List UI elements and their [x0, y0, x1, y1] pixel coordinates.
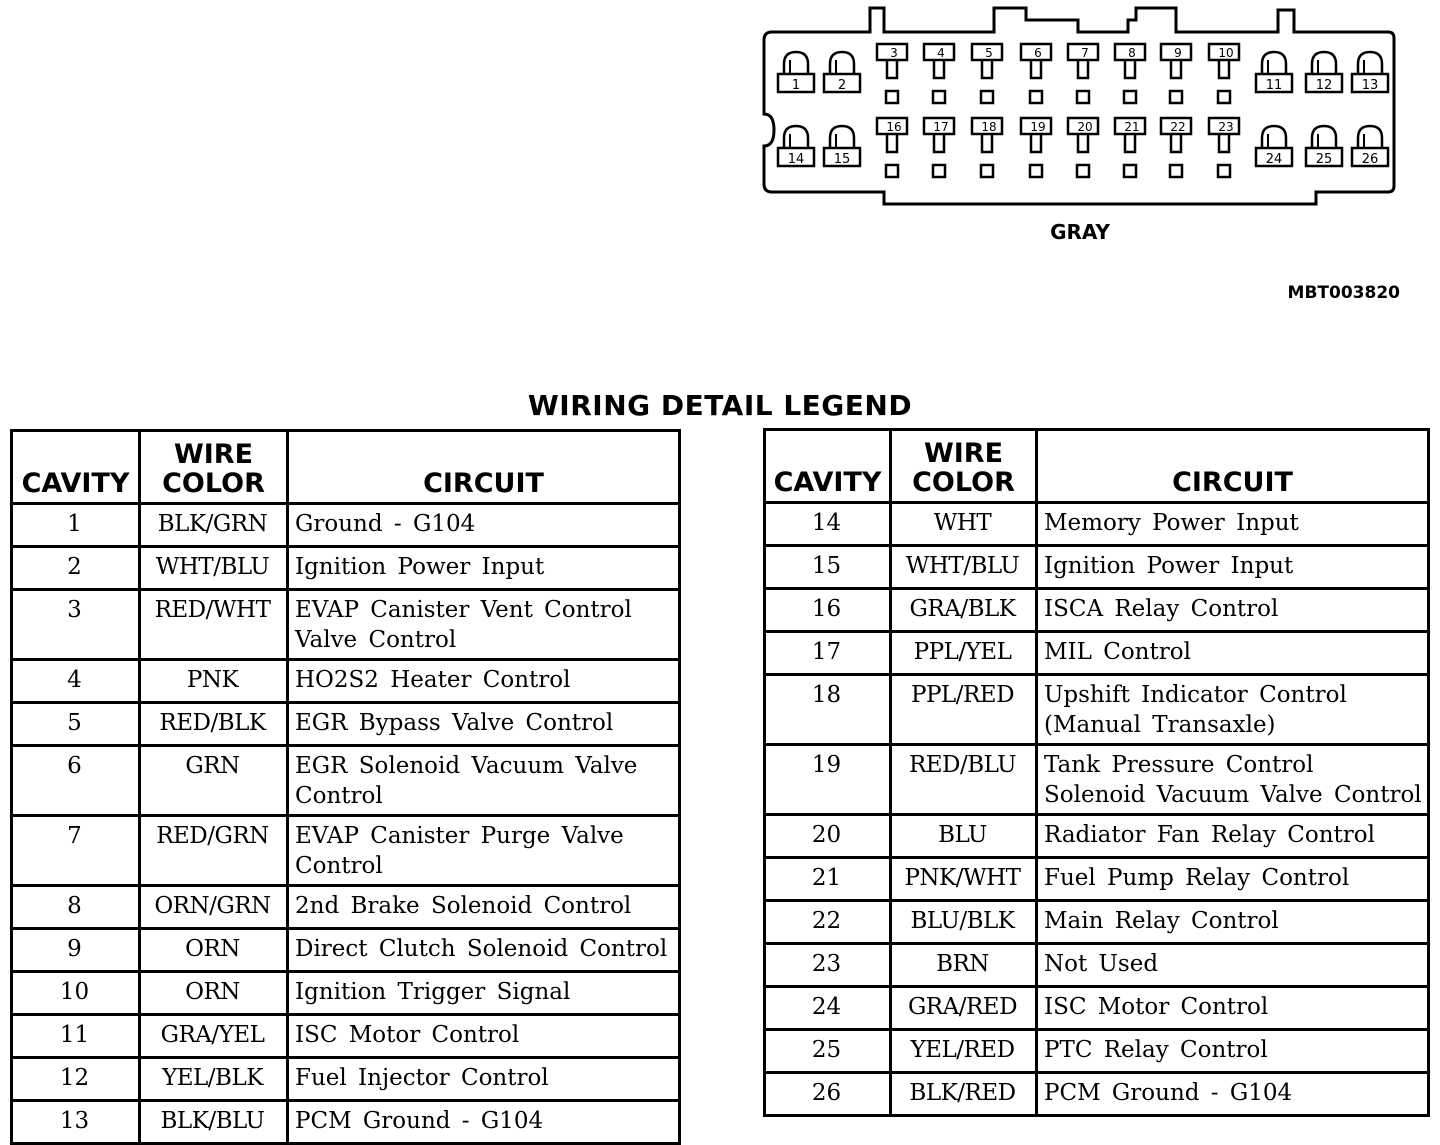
- pin-number: 13: [1361, 78, 1379, 93]
- table-row: [12, 547, 680, 590]
- pin-number: 12: [1315, 78, 1333, 93]
- wiring-legend-table-right: [763, 428, 1430, 1117]
- table-row: [12, 1058, 680, 1101]
- wire-color-cell: ORN: [140, 972, 288, 1015]
- cavity-cell: 17: [765, 632, 891, 675]
- header-wire-color: [891, 430, 1037, 503]
- wire-color-cell: BLK/GRN: [140, 504, 288, 547]
- pin-number: 11: [1265, 78, 1283, 93]
- connector-pin: [972, 44, 1002, 103]
- circuit-cell: EVAP Canister Vent Control Valve Control: [288, 590, 680, 660]
- connector-pin: [1161, 118, 1191, 177]
- cavity-cell: 22: [765, 901, 891, 944]
- cavity-cell: 8: [12, 886, 140, 929]
- legend-title: WIRING DETAIL LEGEND: [527, 389, 913, 422]
- cavity-cell: 18: [765, 675, 891, 745]
- pin-number: 18: [981, 120, 997, 134]
- circuit-cell: HO2S2 Heater Control: [288, 660, 680, 703]
- connector-pin: [1352, 52, 1388, 93]
- pin-number: 20: [1077, 120, 1093, 134]
- pin-number: 4: [937, 46, 945, 60]
- pin-number: 3: [890, 46, 898, 60]
- circuit-cell: Radiator Fan Relay Control: [1037, 815, 1429, 858]
- wire-color-cell: WHT/BLU: [140, 547, 288, 590]
- cavity-cell: 13: [12, 1101, 140, 1144]
- connector-pin: [877, 44, 907, 103]
- circuit-cell: EGR Bypass Valve Control: [288, 703, 680, 746]
- table-row: [765, 589, 1429, 632]
- pin-number: 9: [1174, 46, 1182, 60]
- connector-pin: [1068, 118, 1098, 177]
- connector-pin: [1115, 44, 1145, 103]
- connector-pin: [924, 118, 954, 177]
- table-row: [12, 703, 680, 746]
- circuit-cell: EGR Solenoid Vacuum Valve Control: [288, 746, 680, 816]
- header-wire-line2: COLOR: [912, 467, 1015, 498]
- pin-number: 22: [1170, 120, 1186, 134]
- cavity-cell: 12: [12, 1058, 140, 1101]
- connector-pin: [924, 44, 954, 103]
- wire-color-cell: ORN: [140, 929, 288, 972]
- cavity-cell: 2: [12, 547, 140, 590]
- header-wire-line1: WIRE: [173, 439, 254, 470]
- wire-color-cell: GRA/RED: [891, 987, 1037, 1030]
- wiring-legend-table-left: [10, 429, 681, 1145]
- table-row: [765, 503, 1429, 546]
- pin-number: 26: [1361, 152, 1379, 167]
- connector-pin: [824, 52, 860, 93]
- wire-color-cell: WHT/BLU: [891, 546, 1037, 589]
- table-row: [12, 590, 680, 660]
- connector-pin: [1306, 52, 1342, 93]
- wire-color-cell: BLU/BLK: [891, 901, 1037, 944]
- connector-pin: [1209, 118, 1239, 177]
- table-row: [765, 1073, 1429, 1116]
- pin-number: 15: [833, 152, 851, 167]
- circuit-cell: Main Relay Control: [1037, 901, 1429, 944]
- cavity-cell: 6: [12, 746, 140, 816]
- pin-number: 21: [1124, 120, 1140, 134]
- header-wire-line1: WIRE: [923, 438, 1004, 469]
- circuit-cell: Upshift Indicator Control (Manual Transaxle): [1037, 675, 1429, 745]
- table-row: [765, 858, 1429, 901]
- connector-pin: [972, 118, 1002, 177]
- cavity-cell: 26: [765, 1073, 891, 1116]
- circuit-cell: EVAP Canister Purge Valve Control: [288, 816, 680, 886]
- wire-color-cell: RED/BLK: [140, 703, 288, 746]
- cavity-cell: 25: [765, 1030, 891, 1073]
- pin-number: 14: [787, 152, 805, 167]
- table-row: [12, 929, 680, 972]
- circuit-cell: Ignition Power Input: [288, 547, 680, 590]
- table-row: [765, 745, 1429, 815]
- wire-color-cell: BLK/RED: [891, 1073, 1037, 1116]
- wire-color-cell: RED/WHT: [140, 590, 288, 660]
- pin-number: 24: [1265, 152, 1283, 167]
- connector-pin: [1115, 118, 1145, 177]
- cavity-cell: 7: [12, 816, 140, 886]
- connector-pin: [1306, 126, 1342, 167]
- circuit-cell: ISC Motor Control: [1037, 987, 1429, 1030]
- cavity-cell: 11: [12, 1015, 140, 1058]
- wire-color-cell: RED/BLU: [891, 745, 1037, 815]
- cavity-cell: 3: [12, 590, 140, 660]
- wire-color-cell: YEL/RED: [891, 1030, 1037, 1073]
- circuit-cell: Ignition Trigger Signal: [288, 972, 680, 1015]
- wire-color-cell: PPL/RED: [891, 675, 1037, 745]
- cavity-cell: 16: [765, 589, 891, 632]
- wire-color-cell: PPL/YEL: [891, 632, 1037, 675]
- circuit-cell: PTC Relay Control: [1037, 1030, 1429, 1073]
- circuit-cell: PCM Ground - G104: [288, 1101, 680, 1144]
- circuit-cell: Fuel Injector Control: [288, 1058, 680, 1101]
- wire-color-cell: PNK: [140, 660, 288, 703]
- table-row: [12, 1101, 680, 1144]
- circuit-cell: ISCA Relay Control: [1037, 589, 1429, 632]
- pin-number: 19: [1030, 120, 1046, 134]
- connector-pin: [1021, 44, 1051, 103]
- connector-pin: [824, 126, 860, 167]
- circuit-cell: Not Used: [1037, 944, 1429, 987]
- cavity-cell: 10: [12, 972, 140, 1015]
- table-row: [765, 987, 1429, 1030]
- connector-pin: [778, 52, 814, 93]
- table-row: [12, 816, 680, 886]
- circuit-cell: Ground - G104: [288, 504, 680, 547]
- circuit-cell: Direct Clutch Solenoid Control: [288, 929, 680, 972]
- cavity-cell: 1: [12, 504, 140, 547]
- wire-color-cell: WHT: [891, 503, 1037, 546]
- table-row: [12, 660, 680, 703]
- pin-number: 17: [933, 120, 949, 134]
- cavity-cell: 21: [765, 858, 891, 901]
- circuit-cell: 2nd Brake Solenoid Control: [288, 886, 680, 929]
- pin-number: 6: [1034, 46, 1042, 60]
- table-header-row: [765, 430, 1429, 503]
- circuit-cell: ISC Motor Control: [288, 1015, 680, 1058]
- table-row: [765, 675, 1429, 745]
- cavity-cell: 19: [765, 745, 891, 815]
- header-wire-line2: COLOR: [162, 468, 265, 499]
- wire-color-cell: YEL/BLK: [140, 1058, 288, 1101]
- wire-color-cell: GRA/BLK: [891, 589, 1037, 632]
- wire-color-cell: BLK/BLU: [140, 1101, 288, 1144]
- pin-number: 25: [1315, 152, 1333, 167]
- pin-number: 2: [837, 78, 847, 93]
- connector-pin: [1068, 44, 1098, 103]
- wire-color-cell: ORN/GRN: [140, 886, 288, 929]
- table-row: [12, 1015, 680, 1058]
- table-row: [12, 746, 680, 816]
- wire-color-cell: PNK/WHT: [891, 858, 1037, 901]
- pin-number: 8: [1128, 46, 1136, 60]
- header-cavity: CAVITY: [12, 431, 140, 504]
- pin-number: 7: [1081, 46, 1089, 60]
- wire-color-cell: GRN: [140, 746, 288, 816]
- pin-number: 10: [1218, 46, 1234, 60]
- pin-number: 5: [985, 46, 993, 60]
- pin-number: 23: [1218, 120, 1234, 134]
- pin-number: 1: [791, 78, 801, 93]
- circuit-cell: MIL Control: [1037, 632, 1429, 675]
- wire-color-cell: BLU: [891, 815, 1037, 858]
- cavity-cell: 9: [12, 929, 140, 972]
- header-wire-color: [140, 431, 288, 504]
- cavity-cell: 20: [765, 815, 891, 858]
- table-row: [765, 1030, 1429, 1073]
- figure-code: MBT003820: [1287, 283, 1400, 303]
- connector-color-label: GRAY: [1050, 220, 1110, 244]
- pin-number: 16: [886, 120, 902, 134]
- cavity-cell: 4: [12, 660, 140, 703]
- header-cavity: CAVITY: [765, 430, 891, 503]
- cavity-cell: 23: [765, 944, 891, 987]
- table-row: [765, 944, 1429, 987]
- table-row: [12, 972, 680, 1015]
- table-row: [12, 504, 680, 547]
- connector-pin: [1256, 52, 1292, 93]
- table-row: [765, 632, 1429, 675]
- table-header-row: [12, 431, 680, 504]
- header-circuit: CIRCUIT: [288, 431, 680, 504]
- cavity-cell: 14: [765, 503, 891, 546]
- connector-pin: [1256, 126, 1292, 167]
- connector-pin: [1352, 126, 1388, 167]
- cavity-cell: 24: [765, 987, 891, 1030]
- table-row: [12, 886, 680, 929]
- circuit-cell: Ignition Power Input: [1037, 546, 1429, 589]
- connector-pin: [1161, 44, 1191, 103]
- connector-pin: [1209, 44, 1239, 103]
- cavity-cell: 5: [12, 703, 140, 746]
- connector-diagram: [758, 4, 1408, 214]
- circuit-cell: Fuel Pump Relay Control: [1037, 858, 1429, 901]
- circuit-cell: Tank Pressure Control Solenoid Vacuum Valve Control: [1037, 745, 1429, 815]
- connector-pin: [778, 126, 814, 167]
- circuit-cell: Memory Power Input: [1037, 503, 1429, 546]
- table-row: [765, 901, 1429, 944]
- wire-color-cell: GRA/YEL: [140, 1015, 288, 1058]
- table-row: [765, 546, 1429, 589]
- circuit-cell: PCM Ground - G104: [1037, 1073, 1429, 1116]
- connector-pin: [1021, 118, 1051, 177]
- wire-color-cell: BRN: [891, 944, 1037, 987]
- wire-color-cell: RED/GRN: [140, 816, 288, 886]
- cavity-cell: 15: [765, 546, 891, 589]
- connector-pin: [877, 118, 907, 177]
- header-circuit: CIRCUIT: [1037, 430, 1429, 503]
- table-row: [765, 815, 1429, 858]
